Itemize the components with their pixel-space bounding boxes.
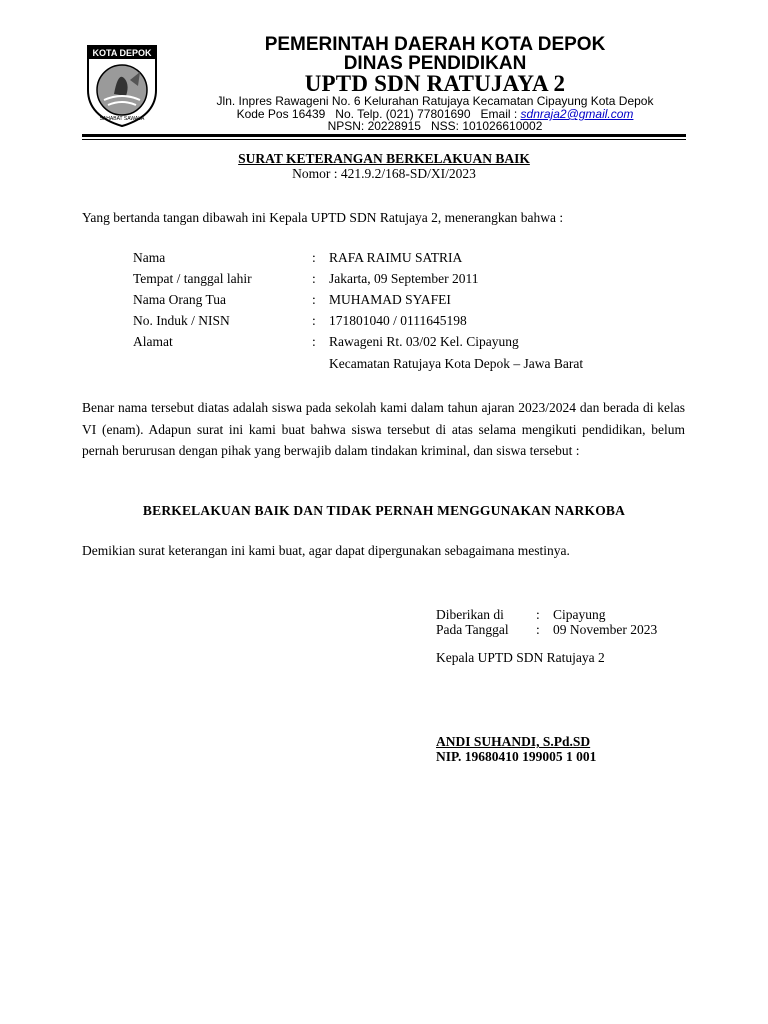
field-colon: :: [312, 292, 316, 307]
signer-nip: NIP. 19680410 199005 1 001: [436, 749, 597, 764]
field-colon: :: [312, 313, 316, 328]
field-label-nisn: No. Induk / NISN: [133, 313, 230, 328]
header-rule-thin: [82, 139, 686, 140]
signer-name: ANDI SUHANDI, S.Pd.SD: [436, 734, 591, 749]
field-colon: :: [312, 334, 316, 349]
date-colon: :: [536, 622, 540, 637]
header-department: DINAS PENDIDIKAN: [343, 53, 527, 74]
field-value-address-line2: Kecamatan Ratujaya Kota Depok – Jawa Barat: [329, 356, 584, 371]
closing-text: Demikian surat keterangan ini kami buat, agar dapat dipergunakan sebagaimana mestinya.: [82, 543, 570, 558]
field-label-name: Nama: [133, 250, 166, 265]
field-value-name: RAFA RAIMU SATRIA: [329, 250, 463, 265]
field-label-birth: Tempat / tanggal lahir: [133, 271, 252, 286]
header-school: UPTD SDN RATUJAYA 2: [304, 71, 566, 96]
document-number: Nomor : 421.9.2/168-SD/XI/2023: [292, 166, 476, 181]
header-address: Jln. Inpres Rawageni No. 6 Kelurahan Ratujaya Kecamatan Cipayung Kota Depok: [216, 94, 654, 108]
header-ids: NPSN: 20228915 NSS: 101026610002: [327, 119, 543, 133]
field-value-parent: MUHAMAD SYAFEI: [329, 292, 451, 307]
field-value-birth: Jakarta, 09 September 2011: [329, 271, 479, 286]
header-contact-text: Kode Pos 16439 No. Telp. (021) 77801690 Email :: [236, 107, 521, 121]
signer-position: Kepala UPTD SDN Ratujaya 2: [436, 650, 605, 665]
svg-text:KOTA DEPOK: KOTA DEPOK: [92, 48, 152, 58]
field-label-parent: Nama Orang Tua: [133, 292, 226, 307]
body-paragraph: Benar nama tersebut diatas adalah siswa pada sekolah kami dalam tahun ajaran 2023/2024 dan berada di kelas VI (enam). Adapun surat ini kami buat bahwa siswa tersebut di atas selama mengikuti pendidikan, belum pernah berurusan dengan pihak yang berwajib dalam tindakan kriminal, dan siswa tersebut :: [82, 400, 685, 458]
document-title-text: SURAT KETERANGAN BERKELAKUAN BAIK: [238, 151, 530, 166]
statement-text: BERKELAKUAN BAIK DAN TIDAK PERNAH MENGGUNAKAN NARKOBA: [142, 503, 626, 518]
field-colon: :: [312, 250, 316, 265]
header-government: PEMERINTAH DAERAH KOTA DEPOK: [264, 34, 606, 55]
date-label: Pada Tanggal: [436, 622, 509, 637]
place-colon: :: [536, 607, 540, 622]
field-value-nisn: 171801040 / 0111645198: [329, 313, 467, 328]
field-value-address: Rawageni Rt. 03/02 Kel. Cipayung: [329, 334, 519, 349]
date-value: 09 November 2023: [553, 622, 658, 637]
svg-text:SAHABAT SAWALA: SAHABAT SAWALA: [99, 116, 145, 122]
intro-text: Yang bertanda tangan dibawah ini Kepala UPTD SDN Ratujaya 2, menerangkan bahwa :: [82, 210, 564, 225]
field-colon: :: [312, 271, 316, 286]
email-link[interactable]: sdnraja2@gmail.com: [520, 107, 634, 121]
header-rule-thick: [82, 134, 686, 137]
place-value: Cipayung: [553, 607, 606, 622]
field-label-address: Alamat: [133, 334, 173, 349]
place-label: Diberikan di: [436, 607, 504, 622]
city-emblem-logo: [84, 42, 160, 128]
document-title: [82, 151, 686, 167]
